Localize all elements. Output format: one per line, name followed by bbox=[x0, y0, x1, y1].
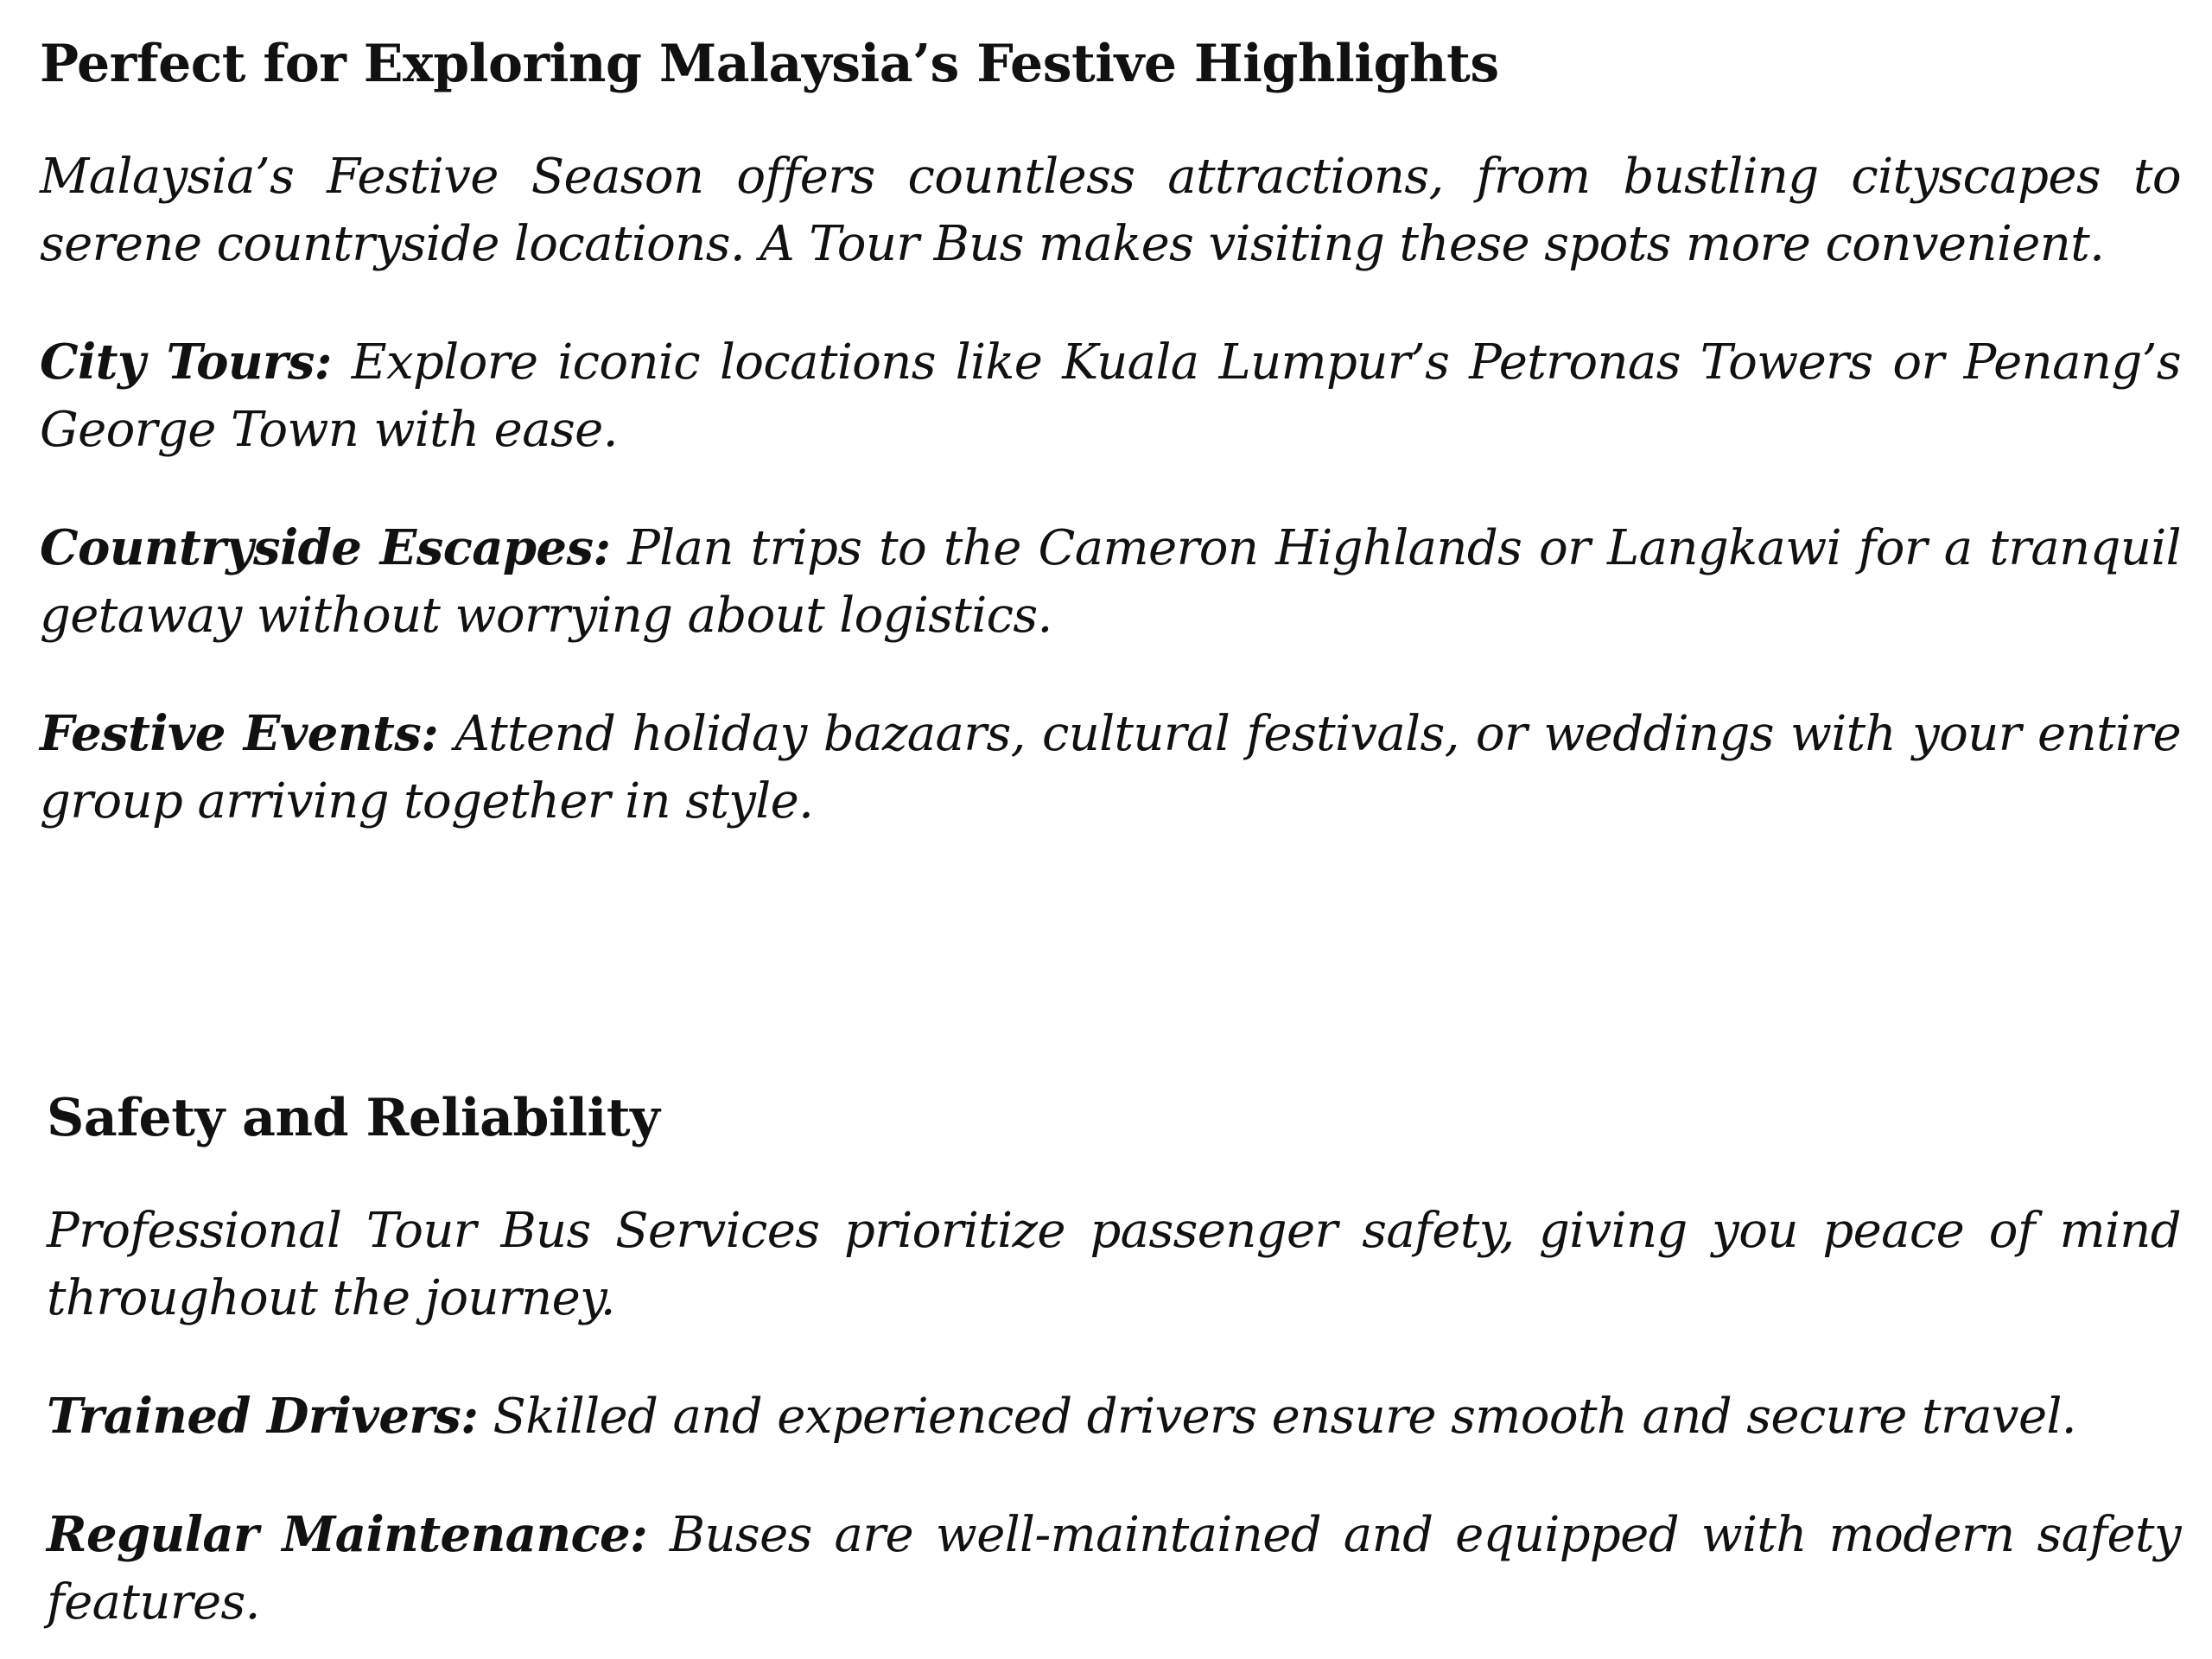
item-text: Buses are well-maintained and equipped with modern safety features. bbox=[47, 1507, 2181, 1630]
list-item bbox=[40, 700, 2181, 836]
item-term: Trained Drivers: bbox=[47, 1388, 479, 1445]
item-term: Festive Events: bbox=[40, 705, 439, 762]
section-heading: Perfect for Exploring Malaysia’s Festive Highlights bbox=[40, 34, 1499, 94]
item-term: Regular Maintenance: bbox=[47, 1506, 648, 1563]
item-text: Attend holiday bazaars, cultural festivals, or weddings with your entire group arriving together in style. bbox=[40, 706, 2181, 830]
festive-highlights-section bbox=[40, 29, 2181, 836]
list-item bbox=[40, 514, 2181, 650]
item-term: Countryside Escapes: bbox=[40, 519, 611, 576]
list-item bbox=[47, 1501, 2181, 1637]
safety-reliability-section bbox=[47, 1084, 2181, 1637]
item-text: Skilled and experienced drivers ensure smooth and secure travel. bbox=[478, 1389, 2076, 1445]
item-term: City Tours: bbox=[40, 334, 332, 391]
section-heading: Safety and Reliability bbox=[47, 1088, 660, 1148]
section-intro: Professional Tour Bus Services prioritize passenger safety, giving you peace of mind throughout the journey. bbox=[47, 1203, 2181, 1326]
list-item bbox=[47, 1382, 2181, 1451]
item-text: Explore iconic locations like Kuala Lumpur’s Petronas Towers or Penang’s George Town with ease. bbox=[40, 334, 2181, 458]
section-intro: Malaysia’s Festive Season offers countless attractions, from bustling cityscapes to serene countryside locations. A Tour Bus makes visiting these spots more convenient. bbox=[40, 149, 2181, 272]
item-text: Plan trips to the Cameron Highlands or Langkawi for a tranquil getaway without worrying about logistics. bbox=[40, 520, 2181, 644]
list-item bbox=[40, 328, 2181, 464]
